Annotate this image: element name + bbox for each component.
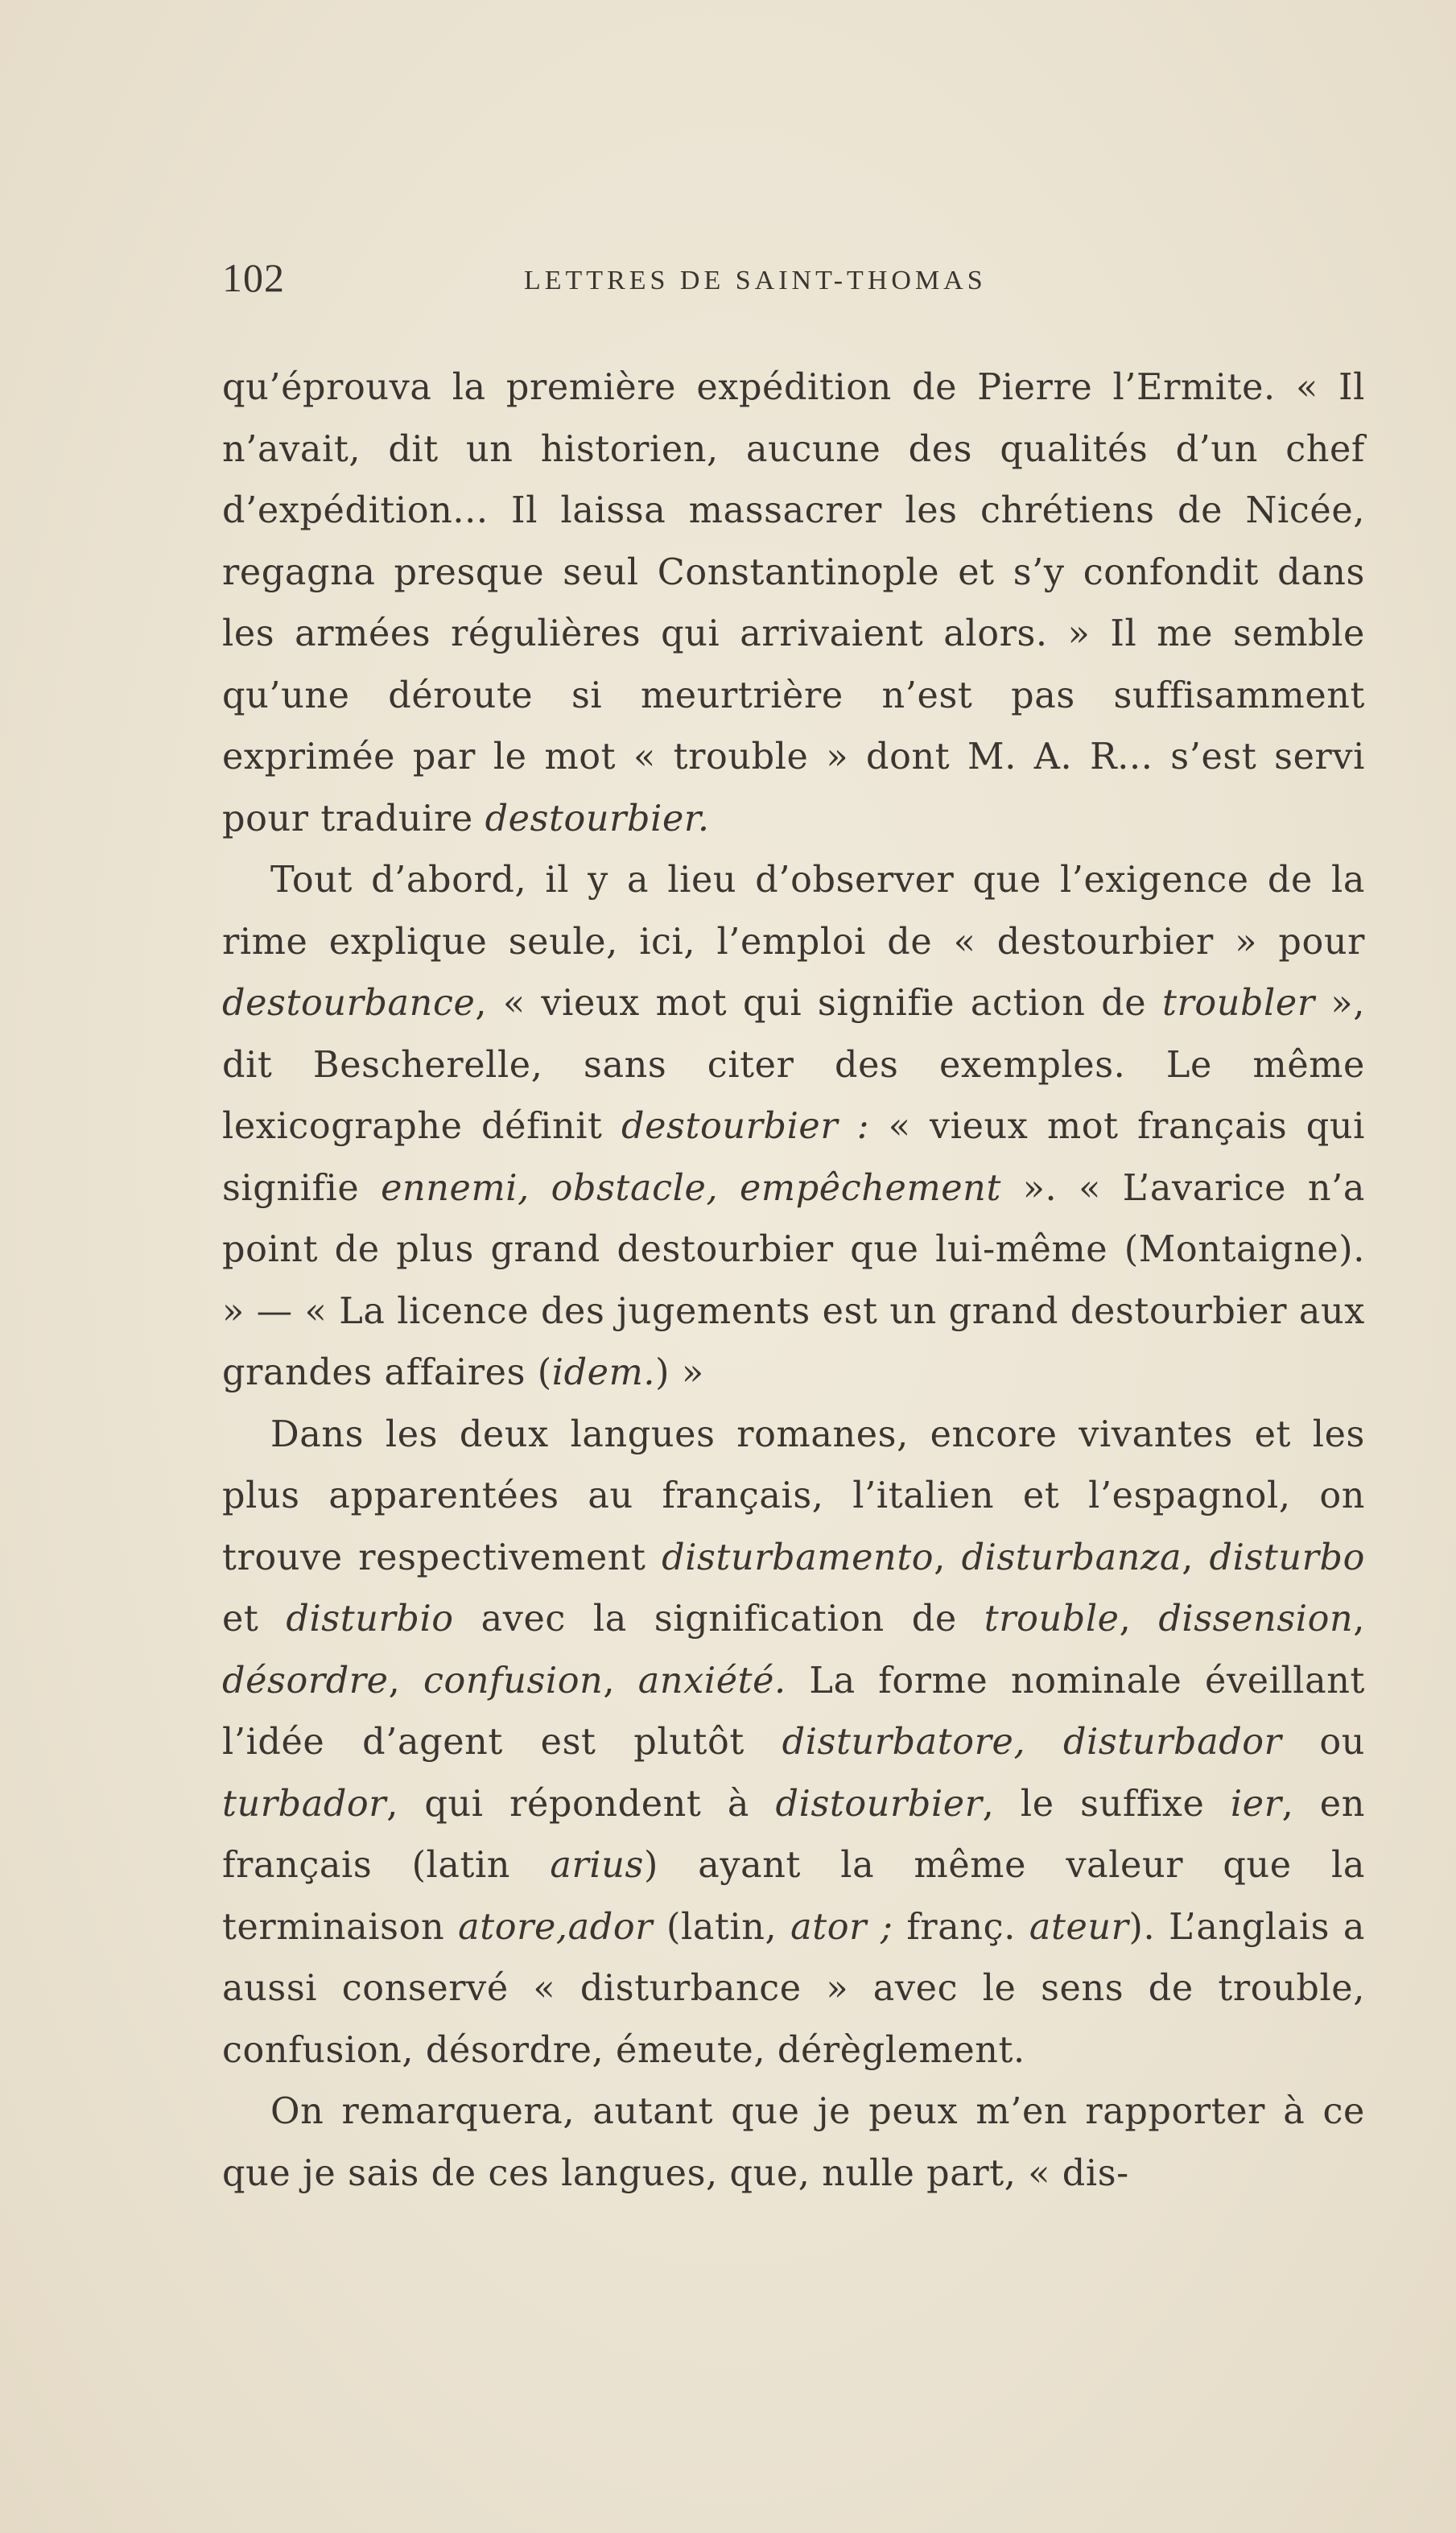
text-run: ou: [1281, 1722, 1365, 1763]
text-run: ». « L’avarice n’a point de plus grand destourbier que lui-même (Montaigne). » — « La licence des jugements est un grand destourbier aux grandes affaires (: [222, 1167, 1366, 1393]
italic-term: arius: [550, 1845, 644, 1886]
italic-term: destourbance: [222, 983, 476, 1024]
text-run: ). L’anglais a aussi conservé « disturbance » avec le sens de trouble, confusion, désordre, émeute, dérèglement.: [222, 1906, 1366, 2071]
body-text: [222, 357, 1365, 2205]
italic-term: atore,ador: [458, 1906, 654, 1948]
book-page: [222, 250, 1365, 2205]
text-run: La forme nominale éveillant l’idée d’agent est plutôt: [222, 1660, 1365, 1763]
text-run: ,: [603, 1660, 638, 1702]
italic-term: confusion: [423, 1660, 604, 1702]
italic-term: dissension: [1158, 1599, 1354, 1640]
text-run: , qui répondent à: [386, 1783, 776, 1825]
italic-term: disturbanza: [961, 1537, 1182, 1578]
italic-term: ateur: [1029, 1906, 1129, 1948]
text-run: , « vieux mot qui signifie action de: [475, 983, 1162, 1024]
text-run: ) »: [655, 1352, 704, 1393]
italic-term: ennemi, obstacle, empêchement: [381, 1167, 1001, 1209]
text-run: ,: [1353, 1599, 1365, 1640]
text-run: (latin,: [653, 1906, 791, 1948]
text-run: Dans les deux langues romanes, encore vivantes et les plus apparentées au français, l’italien et l’espagnol, on trouve respectivement: [222, 1413, 1365, 1578]
italic-term: disturbamento: [662, 1537, 934, 1578]
text-run: « vieux mot français qui signifie: [222, 1106, 1365, 1209]
italic-term: désordre: [222, 1660, 389, 1702]
italic-term: disturbio: [286, 1599, 454, 1640]
italic-term: disturbatore,: [782, 1722, 1026, 1763]
italic-term: idem.: [551, 1352, 656, 1393]
text-run: On remarquera, autant que je peux m’en rapporter à ce que je sais de ces langues, que, nulle part, « dis-: [222, 2091, 1365, 2194]
italic-term: destourbier.: [485, 798, 710, 840]
italic-term: distourbier: [775, 1783, 983, 1825]
text-run: ) ayant la même valeur que la terminaison: [222, 1845, 1365, 1948]
text-run: avec la signification de: [453, 1599, 984, 1640]
running-header: [222, 250, 1365, 314]
text-run: ,: [388, 1660, 423, 1702]
text-run: , le suffixe: [982, 1783, 1231, 1825]
page-number: 102: [222, 255, 285, 300]
paragraph: [222, 2081, 1365, 2205]
paragraph: [222, 1405, 1365, 2082]
text-run: , en français (latin: [222, 1783, 1365, 1886]
paragraph: [222, 357, 1365, 850]
italic-term: disturbo: [1209, 1537, 1365, 1578]
italic-term: troubler: [1161, 983, 1315, 1024]
italic-term: turbador: [222, 1783, 387, 1825]
text-run: », dit Bescherelle, sans citer des exemples. Le même lexicographe définit: [222, 983, 1365, 1147]
text-run: et: [222, 1599, 287, 1640]
text-run: ,: [1119, 1599, 1159, 1640]
text-run: ,: [1182, 1537, 1210, 1578]
italic-term: trouble: [984, 1599, 1120, 1640]
italic-term: ator ;: [790, 1906, 893, 1948]
text-run: [1025, 1722, 1063, 1763]
italic-term: ier: [1230, 1783, 1282, 1825]
text-run: Tout d’abord, il y a lieu d’observer que l’exigence de la rime explique seule, ici, l’emploi de « destourbier » pour: [222, 860, 1365, 963]
text-run: ,: [934, 1537, 962, 1578]
text-run: qu’éprouva la première expédition de Pierre l’Ermite. « Il n’avait, dit un historien, aucune des qualités d’un chef d’expédition... Il laissa massacrer les chrétiens de Nicée, regagna presque seul Constantinople et s’y confondit dans les armées régulières qui arrivaient alors. » Il me semble qu’une déroute si meurtrière n’est pas suffisamment exprimée par le mot « trouble » dont M. A. R... s’est servi pour traduire: [222, 367, 1365, 840]
italic-term: destourbier :: [621, 1106, 870, 1147]
text-run: franç.: [893, 1906, 1029, 1948]
italic-term: disturbador: [1063, 1722, 1282, 1763]
paragraph: [222, 850, 1365, 1405]
italic-term: anxiété.: [637, 1660, 786, 1702]
running-title: LETTRES DE SAINT-THOMAS: [524, 266, 987, 295]
